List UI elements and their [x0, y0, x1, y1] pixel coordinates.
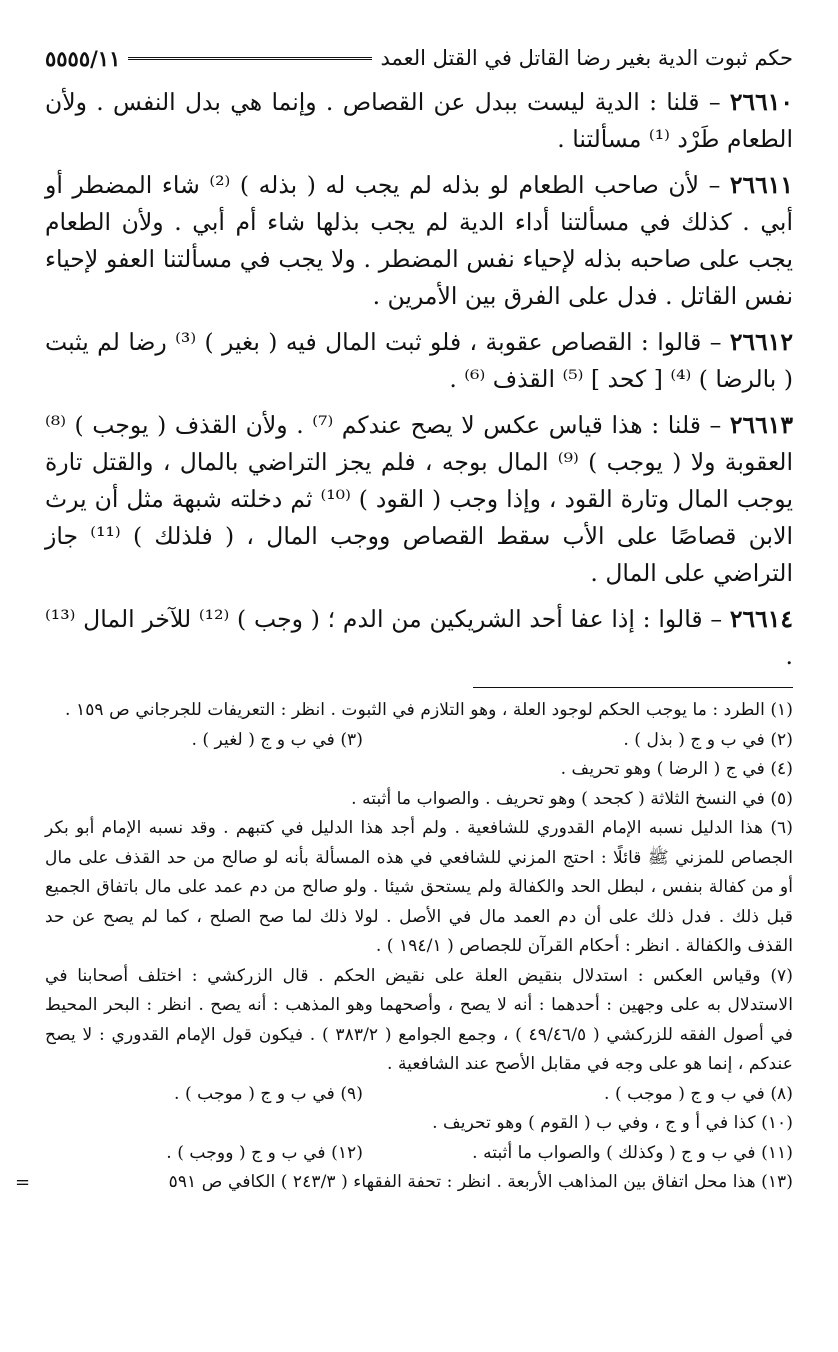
footnote-2: (٢) في ب و ج ( بذل ) .: [623, 729, 793, 750]
footnote-10: (١٠) كذا في أ و ج ، وفي ب ( القوم ) وهو تحريف .: [432, 1113, 793, 1133]
main-text: [45, 84, 793, 675]
footnote-3: (٣) في ب و ج ( لغير ) .: [191, 729, 363, 750]
issue-number: ٢٦٦١٢: [729, 328, 794, 356]
paragraph: [45, 601, 793, 675]
document-page: [15, 38, 794, 1198]
footnote-5: (٥) في النسخ الثلاثة ( كجحد ) وهو تحريف . والصواب ما أثبته .: [351, 788, 793, 809]
footnote-1: (١) الطرد : ما يوجب الحكم لوجود العلة ، وهو التلازم في الثبوت . انظر : التعريفات للجرجاني ص ١٥٩ .: [65, 700, 793, 720]
issue-number: ٢٦٦١١: [729, 171, 793, 199]
header-title: حكم ثبوت الدية بغير رضا القاتل في القتل العمد: [380, 46, 793, 70]
footnote-11: (١١) في ب و ج ( وكذلك ) والصواب ما أثبته .: [472, 1142, 793, 1163]
issue-number: ٢٦٦١٤: [729, 605, 793, 633]
footnote-12: (١٢) في ب و ج ( ووجب ) .: [166, 1142, 363, 1163]
footnote-8: (٨) في ب و ج ( موجب ) .: [604, 1083, 793, 1104]
paragraph: [45, 167, 793, 315]
paragraph: [45, 324, 793, 398]
paragraph-text: – قلنا : هذا قياس عكس لا يصح عندكم ⁽⁷⁾ . ولأن القذف ( يوجب ) ⁽⁸⁾ العقوبة ولا ( يوجب ) ⁽⁹⁾ المال بوجه ، فلم يجز التراضي بالمال ، والقتل تارة يوجب المال وتارة القود ، وإذا وجب ( القود ) ⁽¹⁰⁾ ثم دخلته شبهة مثل أن يرث الابن قصاصًا على الأب سقط القصاص ووجب المال ، ( فلذلك ) ⁽¹¹⁾ جاز التراضي على المال .: [45, 411, 793, 587]
paragraph: [45, 407, 793, 592]
running-header: [45, 38, 793, 78]
paragraph: [45, 84, 793, 158]
footnote-7: (٧) وقياس العكس : استدلال بنقيض العلة على نقيض الحكم . قال الزركشي : اختلف أصحابنا في الاستدلال به على وجهين : أحدهما : أنه لا يصح ، وأصحهما وهو المذهب : أنه يصح . انظر : البحر المحيط في أصول الفقه للزركشي ( ٤٩/٤٦/٥ ) ، وجمع الجوامع ( ٣٨٣/٢ ) . فيكون قول الإمام القدوري : لا يصح عندكم ، إنما هو على وجه في مقابل الأصح عند الشافعية .: [45, 965, 794, 1074]
paragraph-text: – قالوا : القصاص عقوبة ، فلو ثبت المال فيه ( بغير ) ⁽³⁾ رضا لم يثبت ( بالرضا ) ⁽⁴⁾ [ كحد ] ⁽⁵⁾ القذف ⁽⁶⁾ .: [45, 328, 793, 393]
footnote-9: (٩) في ب و ج ( موجب ) .: [174, 1083, 363, 1104]
footnote-row: [45, 726, 793, 756]
continuation-mark: =: [15, 1172, 31, 1193]
issue-number: ٢٦٦١٣: [729, 411, 793, 439]
paragraph-text: – قالوا : إذا عفا أحد الشريكين من الدم ؛ ( وجب ) ⁽¹²⁾ للآخر المال ⁽¹³⁾ .: [45, 605, 793, 670]
footnote-6: (٦) هذا الدليل نسبه الإمام القدوري للشافعية . ولم أجد هذا الدليل في كتبهم . وقد نسبه الإمام أبو بكر الجصاص للمزني ﷺ قائلًا : احتج المزني للشافعي في هذه المسألة بأنه لو صالح من حد القذف على مال أو من كفالة بنفس ، لبطل الحد والكفالة ولم يستحق شيئا . ولو صالح من دم عمد على مال باتفاق الجميع قبل ذلك . فدل ذلك على أن دم العمد مال في الأصل . لولا ذلك لما صح الصلح ، كما لم يصح عن حد القذف والكفالة . انظر : أحكام القرآن للجصاص ( ١٩٤/١ ) .: [45, 818, 793, 956]
footnote-row: [45, 1139, 793, 1169]
header-rule: [128, 57, 372, 60]
footnotes: [15, 696, 794, 1198]
footnote-13-row: [15, 1168, 793, 1198]
footnote-separator: [473, 687, 793, 688]
paragraph-text: – قلنا : الدية ليست ببدل عن القصاص . وإنما هي بدل النفس . ولأن الطعام طَرْد ⁽¹⁾ مسألتنا .: [45, 88, 793, 153]
page-number: ٥٥٥٥/١١: [45, 45, 121, 71]
footnote-4: (٤) في ج ( الرضا ) وهو تحريف .: [560, 759, 793, 779]
paragraph-text: – لأن صاحب الطعام لو بذله لم يجب له ( بذله ) ⁽²⁾ شاء المضطر أو أبي . كذلك في مسألتنا أداء الدية لم يجب بذلها شاء أم أبي . ولأن الطعام يجب على صاحبه بذله لإحياء نفس المضطر . ولا يجب في مسألتنا العفو لإحياء نفس القاتل . فدل على الفرق بين الأمرين .: [45, 171, 793, 310]
issue-number: ٢٦٦١٠: [729, 88, 793, 116]
footnote-13: (١٣) هذا محل اتفاق بين المذاهب الأربعة . انظر : تحفة الفقهاء ( ٢٤٣/٣ ) الكافي ص ٥٩١: [168, 1172, 793, 1192]
footnote-row: [45, 1080, 793, 1110]
